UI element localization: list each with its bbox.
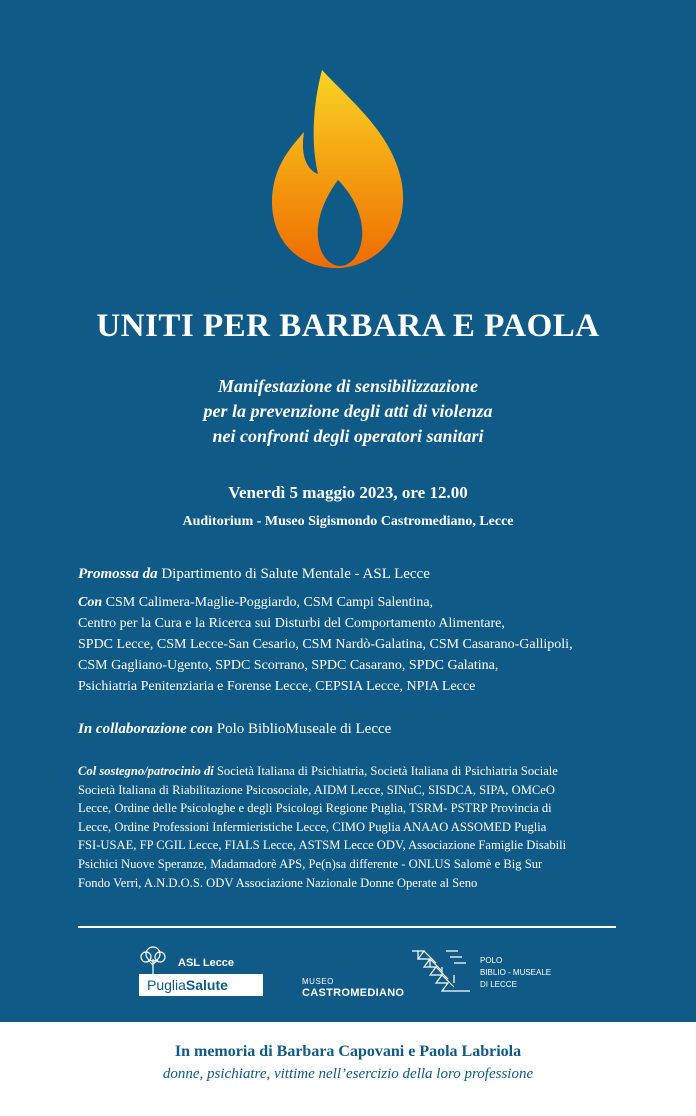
partners-line: CSM Gagliano-Ugento, SPDC Scorrano, SPDC Casarano, SPDC Galatina,	[78, 658, 499, 673]
subtitle-line: nei confronti degli operatori sanitari	[212, 426, 484, 446]
polo-line: BIBLIO - MUSEALE	[480, 968, 552, 977]
partners-list	[78, 592, 638, 697]
subtitle-line: per la prevenzione degli atti di violenza	[203, 401, 493, 421]
partners-line: CSM Calimera-Maglie-Poggiardo, CSM Campi Salentina,	[102, 595, 434, 610]
sponsors-line: Società Italiana di Psichiatria, Società Italiana di Psichiatria Sociale	[213, 764, 558, 778]
promoted-by	[78, 564, 638, 585]
asl-label: ASL Lecce	[178, 957, 235, 969]
asl-lecce-logo	[136, 945, 266, 1000]
event-date: Venerdì 5 maggio 2023, ore 12.00	[228, 483, 468, 502]
sponsors-line: FSI-USAE, FP CGIL Lecce, FIALS Lecce, ASTSM Lecce ODV, Associazione Famiglie Disabili	[78, 838, 567, 853]
sponsors-line: Fondo Verri, A.N.D.O.S. ODV Associazione Nazionale Donne Operate al Seno	[78, 875, 478, 890]
collaboration	[78, 719, 638, 740]
partners-line: Centro per la Cura e la Ricerca sui Disturbi del Comportamento Alimentare,	[78, 616, 505, 631]
flame-icon	[270, 70, 410, 270]
divider	[78, 926, 616, 928]
memorial-heading: In memoria di Barbara Capovani e Paola Labriola	[174, 1043, 522, 1060]
sponsors-list	[78, 762, 638, 892]
event-venue: Auditorium - Museo Sigismondo Castromediano, Lecce	[182, 514, 514, 529]
polo-line: DI LECCE	[480, 980, 517, 989]
sponsors-line: Società Italiana di Riabilitazione Psicosociale, AIDM Lecce, SINuC, SISDCA, SIPA, OMCeO	[78, 782, 555, 797]
promoted-by-label: Promossa da	[78, 566, 158, 582]
puglia-salute-brand	[139, 974, 263, 996]
museo-castromediano-logo	[302, 977, 404, 999]
polo-line: POLO	[480, 956, 503, 965]
polo-text	[480, 955, 551, 991]
event-subtitle	[0, 374, 696, 449]
promoted-by-text: Dipartimento di Salute Mentale - ASL Lecce	[157, 566, 430, 582]
memorial-subheading: donne, psichiatre, vittime nell’esercizio della loro professione	[162, 1066, 534, 1082]
castromediano-label: CASTROMEDIANO	[302, 987, 405, 999]
collaboration-text: Polo BiblioMuseale di Lecce	[213, 721, 392, 737]
polo-mark-icon	[410, 947, 472, 993]
partners-line: Psichiatria Penitenziaria e Forense Lecce, CEPSIA Lecce, NPIA Lecce	[78, 679, 476, 694]
tree-icon	[136, 945, 170, 975]
sponsors-line: Psichici Nuove Speranze, Madamadorè APS, Pe(n)sa differente - ONLUS Salomè e Big Sur	[78, 856, 543, 871]
partners-label: Con	[78, 595, 103, 610]
event-title: UNITI PER BARBARA E PAOLA	[96, 308, 600, 344]
sponsors-line: Lecce, Ordine delle Psicologhe e degli Psicologi Regione Puglia, TSRM- PSTRP Provincia di	[78, 801, 552, 816]
sponsors-label: Col sostegno/patrocinio di	[78, 764, 214, 778]
museo-label: MUSEO	[302, 977, 334, 986]
brand-salute: Salute	[185, 977, 228, 993]
subtitle-line: Manifestazione di sensibilizzazione	[217, 376, 479, 396]
sponsors-line: Lecce, Ordine Professioni Infermieristiche Lecce, CIMO Puglia ANAAO ASSOMED Puglia	[78, 819, 547, 834]
brand-puglia: Puglia	[147, 977, 186, 993]
collaboration-label: In collaborazione con	[78, 721, 214, 737]
polo-biblio-museale-logo	[410, 947, 570, 997]
partners-line: SPDC Lecce, CSM Lecce-San Cesario, CSM Nardò-Galatina, CSM Casarano-Gallipoli,	[78, 637, 573, 652]
